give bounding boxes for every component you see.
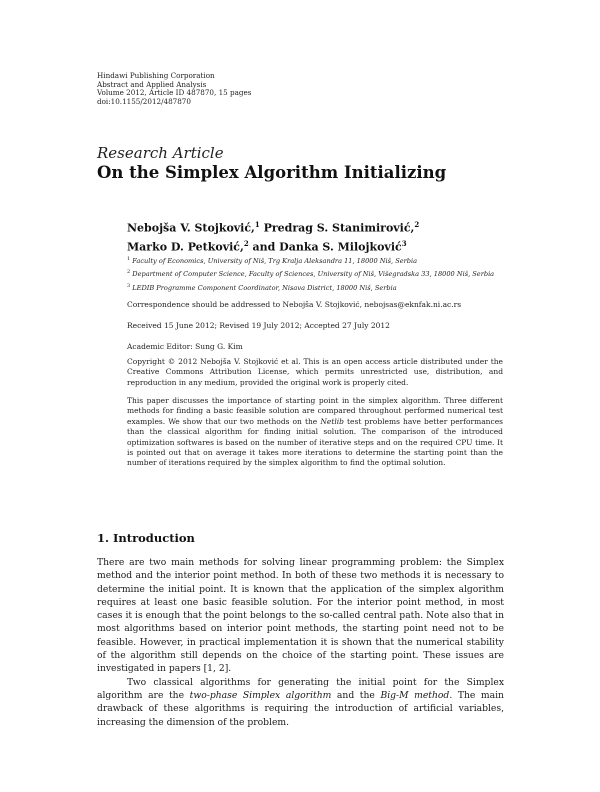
author-name: Marko D. Petković,	[127, 240, 244, 254]
doi-line: doi:10.1155/2012/487870	[97, 96, 191, 106]
section-title: Introduction	[113, 531, 195, 545]
netlib-term: Netlib	[320, 416, 344, 426]
received-dates: Received 15 June 2012; Revised 19 July 2012; Accepted 27 July 2012	[127, 321, 390, 330]
publisher-line: Hindawi Publishing Corporation	[97, 71, 215, 80]
volume-line: Volume 2012, Article ID 487870, 15 pages	[97, 88, 252, 98]
affiliation-item: $^2$ Department of Computer Science, Faculty of Sciences, University of Niš, Višegradska 33, 18000 Niš, Serbia	[127, 269, 495, 279]
paragraph: Two classical algorithms for generating the initial point for the Simplex algorithm are the two-phase Simplex algorithm and the Big-M method. The main drawback of these algorithms is requiring the introduction of artificial variables, increasing the dimension of the problem.	[97, 676, 504, 728]
journal-header	[97, 72, 251, 106]
affiliation-mark: 1	[254, 220, 260, 229]
article-type: Research Article	[97, 144, 224, 162]
affiliation-item: $^1$ Faculty of Economics, University of Niš, Trg Kralja Aleksandra 11, 18000 Niš, Serbia	[127, 256, 418, 266]
affiliation-list	[127, 254, 494, 294]
method-term: Big-M method	[380, 689, 450, 701]
copyright-notice: Copyright © 2012 Nebojša V. Stojković et al. This is an open access article distributed under the Creative Commons Attribution License, which permits unrestricted use, distribution, and reproduction in any medium, provided the original work is properly cited.	[127, 357, 503, 387]
journal-name-line: Abstract and Applied Analysis	[97, 79, 207, 89]
author-line-2	[127, 236, 419, 255]
affiliation-mark: 2	[243, 238, 249, 248]
introduction-body	[97, 556, 504, 729]
author-name: Predrag S. Stanimirović,	[259, 221, 415, 235]
paper-title: On the Simplex Algorithm Initializing	[97, 163, 447, 182]
author-line-1	[127, 217, 419, 236]
academic-editor: Academic Editor: Sung G. Kim	[127, 342, 243, 351]
author-name: Nebojša V. Stojković,	[127, 221, 255, 235]
affiliation-item: $^3$ LEDIB Programme Component Coordinator, Nisava District, 18000 Niš, Serbia	[127, 282, 397, 293]
author-list	[127, 217, 419, 254]
affiliation-mark: 2	[414, 220, 420, 229]
section-heading	[97, 531, 195, 545]
method-term: two-phase Simplex algorithm	[189, 689, 332, 701]
author-name: and Danka S. Milojković	[248, 240, 402, 254]
correspondence-note: Correspondence should be addressed to Nebojša V. Stojković, nebojsas@eknfak.ni.ac.rs	[127, 300, 462, 309]
paragraph: There are two main methods for solving linear programming problem: the Simplex method and the interior point method. In both of these two methods it is necessary to determine the initial point. It is known that the application of the simplex algorithm requires at least one basic feasible solution. For the interior point method, in most cases it is enough that the point belongs to the so-called central path. Note also that in most algorithms based on interior point methods, the starting point need not to be feasible. However, in practical implementation it is shown that the numerical stability of the algorithm still depends on the choice of the starting point. These issues are investigated in papers [1, 2].	[97, 557, 504, 675]
section-number: 1.	[97, 531, 110, 545]
affiliation-mark: 3	[401, 238, 407, 248]
abstract: This paper discusses the importance of starting point in the simplex algorithm. Three different methods for finding a basic feasible solution are compared throughout performed numerical test examples. We show that our two methods on the Netlib test problems have better performances than the classical algorithm for finding initial solution. The comparison of the introduced optimization softwares is based on the number of iterative steps and on the required CPU time. It is pointed out that on average it takes more iterations to determine the starting point than the number of iterations required by the simplex algorithm to find the optimal solution.	[127, 396, 503, 468]
